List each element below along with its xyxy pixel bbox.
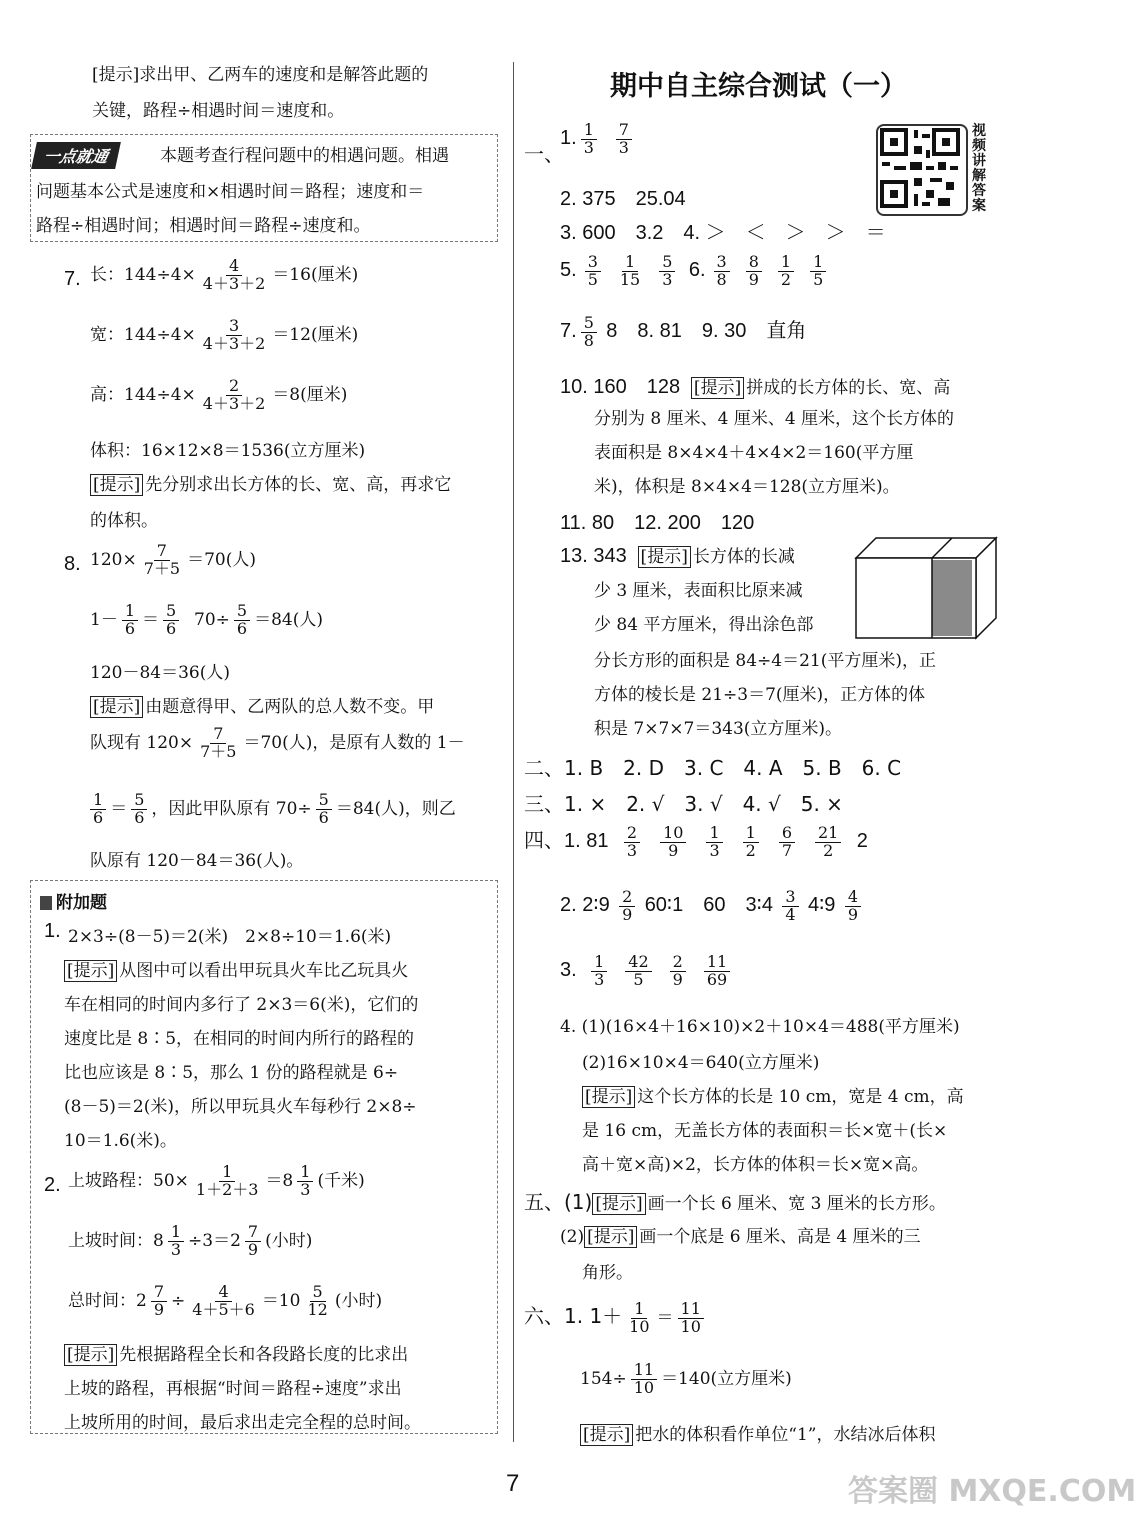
page-number: 7 — [506, 1470, 520, 1497]
question-number: 1. — [44, 920, 61, 942]
denominator: 9 — [668, 841, 679, 860]
cuboid-diagram — [852, 534, 998, 640]
hint-line: 分别为 8 厘米、4 厘米、4 厘米，这个长方体的 — [594, 409, 955, 429]
answer-line: 7. $\frac{5}{8}$ 8 8. 81 9. 30 直角 — [560, 313, 807, 350]
denominator: 2 — [780, 269, 792, 289]
tip-text: 本题考查行程问题中的相遇问题。相遇 — [160, 146, 449, 166]
numerator: 2 — [624, 825, 640, 843]
denominator: 5 — [633, 969, 644, 989]
numerator: 2 — [670, 954, 686, 972]
fraction — [585, 254, 601, 289]
q8-line: 120－84＝36(人) — [90, 663, 230, 683]
qr-code[interactable] — [876, 124, 968, 216]
numerator: 10 — [660, 825, 686, 843]
text-line: 关键，路程÷相遇时间＝速度和。 — [92, 101, 345, 121]
answer-line: 13. 343 [提示] 长方体的长减 — [560, 545, 795, 567]
answer-line: 10. 160 128 [提示] 拼成的长方体的长、宽、高 — [560, 376, 951, 398]
section-6: 154÷ $\frac{11}{10}$ ＝140(立方厘米) — [580, 1360, 792, 1397]
hint-line: (8－5)＝2(米)，所以甲玩具火车每秒行 2×8÷ — [64, 1097, 417, 1117]
numerator: 3 — [714, 254, 730, 272]
tip-text: 路程÷相遇时间；相遇时间＝路程÷速度和。 — [36, 216, 371, 236]
numerator: 11 — [704, 954, 730, 972]
denominator: 3 — [594, 969, 605, 989]
hint-line: 车在相同的时间内多行了 2×3＝6(米)，它们的 — [64, 995, 419, 1015]
q7-height: 高：144÷4× $\frac{2}{4+3+2}$ ＝8(厘米) — [90, 376, 348, 413]
answer-line: 11. 80 12. 200 120 — [560, 512, 755, 534]
q8-line: 120× $\frac{7}{7+5}$ ＝70(人) — [90, 541, 256, 578]
numerator: 1 — [778, 254, 794, 272]
question-number: 2. — [44, 1174, 61, 1196]
hint-line: 队现有 120× $\frac{7}{7+5}$ ＝70(人)，是原有人数的 1－ — [90, 724, 465, 761]
hint-line: 分长方形的面积是 84÷4＝21(平方厘米)，正 — [594, 651, 936, 671]
numerator: 3 — [585, 254, 601, 272]
section-3: 三、1. × 2. √ 3. √ 4. √ 5. × — [524, 792, 843, 816]
answer-line: (2)16×10×4＝640(立方厘米) — [582, 1053, 820, 1073]
tip-badge: 一点就通 — [34, 142, 118, 169]
numerator: 6 — [779, 825, 795, 843]
section-4-line3: 3. $\frac{1}{3}$ $\frac{42}{5}$ $\frac{2}{9}$ $\frac{11}{69}$ — [560, 954, 739, 989]
watermark: 答案圈 MXQE.COM — [848, 1474, 1136, 1509]
qr-code-icon — [878, 126, 962, 210]
hint-line: 积是 7×7×7＝343(立方厘米)。 — [594, 719, 843, 739]
section-4-line1: 四、1. 81 $\frac{2}{3}$ $\frac{10}{9}$ $\frac{1}{3}$ $\frac{1}{2}$ $\frac{6}{7}$ $\frac{21}{2}$ 2 — [524, 823, 868, 860]
bonus-title: 附加题 — [40, 888, 107, 913]
bonus2-line: 总时间：2 $\frac{7}{9}$ ÷ $\frac{4}{4+5+6}$ ＝10 $\frac{5}{12}$ (小时) — [68, 1282, 383, 1319]
answer-line: 3. 600 3.2 4. ＞ ＜ ＞ ＞ ＝ — [560, 222, 886, 244]
denominator: 15 — [619, 269, 641, 289]
denominator: 3 — [709, 841, 720, 860]
answer-line: 5. $\frac{3}{5}$ $\frac{1}{15}$ $\frac{5}{3}$ 6. $\frac{3}{8}$ $\frac{8}{9}$ $\frac{1}{2}$ $\frac{1}{5}$ — [560, 254, 834, 289]
section-5: 五、(1) [提示] 画一个长 6 厘米、宽 3 厘米的长方形。 — [524, 1190, 946, 1214]
fraction — [660, 825, 686, 860]
fraction — [659, 254, 675, 289]
numerator: 1 — [622, 254, 638, 272]
text-line: [提示]求出甲、乙两车的速度和是解答此题的 — [92, 65, 429, 85]
denominator: 5 — [813, 269, 824, 289]
numerator: 8 — [746, 254, 762, 272]
hint-line: 上坡的路程，再根据“时间＝路程÷速度”求出 — [64, 1379, 402, 1399]
hint-line: 米)，体积是 8×4×4＝128(立方厘米)。 — [594, 477, 900, 497]
hint-line: [提示] 把水的体积看作单位“1”，水结冰后体积 — [580, 1420, 935, 1445]
denominator: 3 — [626, 841, 638, 860]
tip-text: 问题基本公式是速度和×相遇时间＝路程；速度和＝ — [36, 182, 425, 202]
bonus-icon — [40, 896, 52, 910]
hint-line: 比也应该是 8∶5，那么 1 份的路程就是 6÷ — [64, 1063, 399, 1083]
q7-width: 宽：144÷4× $\frac{3}{4+3+2}$ ＝12(厘米) — [90, 316, 359, 353]
denominator: 7 — [781, 841, 792, 860]
section-5: (2) [提示] 画一个底是 6 厘米、高是 4 厘米的三 — [560, 1227, 921, 1247]
answer-line: 4. (1)(16×4＋16×10)×2＋10×4＝488(平方厘米) — [560, 1017, 960, 1037]
column-divider — [513, 62, 514, 1442]
numerator: 1 — [743, 825, 759, 843]
fraction — [706, 825, 722, 860]
fraction — [670, 954, 686, 989]
fraction — [617, 254, 643, 289]
fraction — [743, 825, 759, 860]
section-1: 一、 — [524, 142, 564, 166]
hint-line: 高＋宽×高)×2，长方体的体积＝长×宽×高。 — [582, 1155, 929, 1175]
hint-line: [提示] 先根据路程全长和各段路长度的比求出 — [64, 1340, 408, 1365]
denominator: 8 — [716, 269, 727, 289]
hint-line: 队原有 120－84＝36(人)。 — [90, 851, 304, 871]
numerator: 5 — [659, 254, 675, 272]
page-title: 期中自主综合测试（一） — [610, 71, 907, 102]
numerator: 21 — [815, 825, 841, 843]
denominator: 2 — [823, 841, 834, 860]
hint-line: 上坡所用的时间，最后求出走完全程的总时间。 — [64, 1413, 421, 1433]
hint-line: [提示] 先分别求出长方体的长、宽、高，再求它 — [90, 470, 451, 495]
hint-line: 表面积是 8×4×4＋4×4×2＝160(平方厘 — [594, 443, 914, 463]
denominator: 2 — [745, 841, 756, 860]
hint-line: 速度比是 8∶5，在相同的时间内所行的路程的 — [64, 1029, 415, 1049]
bonus2-line: 上坡路程：50× $\frac{1}{1+2+3}$ ＝8 $\frac{1}{3}$ (千米) — [68, 1162, 365, 1199]
fraction — [704, 954, 730, 989]
answer-line: 1. $\frac{1}{3}$ $\frac{7}{3}$ — [560, 122, 636, 157]
fraction — [778, 254, 794, 289]
bonus2-line: 上坡时间：8 $\frac{1}{3}$ ÷3＝2 $\frac{7}{9}$ (小时) — [68, 1222, 313, 1259]
q8-line: 1－ $\frac{1}{6}$ ＝ $\frac{5}{6}$ 70÷ $\frac{5}{6}$ ＝84(人) — [90, 601, 323, 638]
qr-label: 视频讲解答案 — [972, 123, 986, 214]
hint-line: 的体积。 — [90, 511, 158, 531]
denominator: 9 — [748, 269, 759, 289]
numerator: 1 — [591, 954, 607, 972]
fraction — [746, 254, 762, 289]
fraction — [624, 825, 640, 860]
denominator: 3 — [662, 269, 673, 289]
hint-line: [提示] 由题意得甲、乙两队的总人数不变。甲 — [90, 692, 434, 717]
fraction — [779, 825, 795, 860]
section-2: 二、1. B 2. D 3. C 4. A 5. B 6. C — [524, 756, 902, 780]
denominator: 5 — [587, 269, 598, 289]
bonus1-answer: 2×3÷(8－5)＝2(米) 2×8÷10＝1.6(米) — [68, 927, 392, 947]
fraction — [815, 825, 841, 860]
hint-line: 方体的棱长是 21÷3＝7(厘米)，正方体的体 — [594, 685, 926, 705]
hint-line: $\frac{1}{6}$ ＝ $\frac{5}{6}$ ，因此甲队原有 70÷ $\frac{5}{6}$ ＝84(人)，则乙 — [86, 792, 456, 827]
section-4-line2: 2. 2∶9 $\frac{2}{9}$ 60∶1 60 3∶4 $\frac{3}{4}$ 4∶9 $\frac{4}{9}$ — [560, 888, 865, 924]
hint-line: 10＝1.6(米)。 — [64, 1131, 177, 1151]
answer-line: 2. 375 25.04 — [560, 188, 686, 210]
numerator: 42 — [625, 954, 651, 972]
denominator: 69 — [706, 969, 728, 989]
hint-line: 是 16 cm，无盖长方体的表面积＝长×宽＋(长× — [582, 1121, 948, 1141]
denominator: 9 — [672, 969, 683, 989]
fraction — [810, 254, 826, 289]
hint-line: 少 3 厘米，表面积比原来减 — [594, 581, 803, 601]
q7-volume: 体积：16×12×8＝1536(立方厘米) — [90, 441, 366, 461]
q7-length: 长：144÷4× $\frac{4}{4+3+2}$ ＝16(厘米) — [90, 256, 359, 293]
fraction — [625, 954, 651, 989]
numerator: 1 — [706, 825, 722, 843]
hint-line: [提示] 从图中可以看出甲玩具火车比乙玩具火 — [64, 956, 408, 981]
section-6: 六、1. 1＋ $\frac{1}{10}$ ＝ $\frac{11}{10}$ — [524, 1300, 708, 1336]
hint-line: [提示] 这个长方体的长是 10 cm，宽是 4 cm，高 — [582, 1082, 964, 1107]
hint-line: 角形。 — [582, 1263, 633, 1283]
numerator: 1 — [810, 254, 826, 272]
question-number: 8. — [64, 553, 81, 575]
hint-line: 少 84 平方厘米，得出涂色部 — [594, 615, 814, 635]
question-number: 7. — [64, 268, 81, 290]
fraction — [714, 254, 730, 289]
fraction — [591, 954, 607, 989]
